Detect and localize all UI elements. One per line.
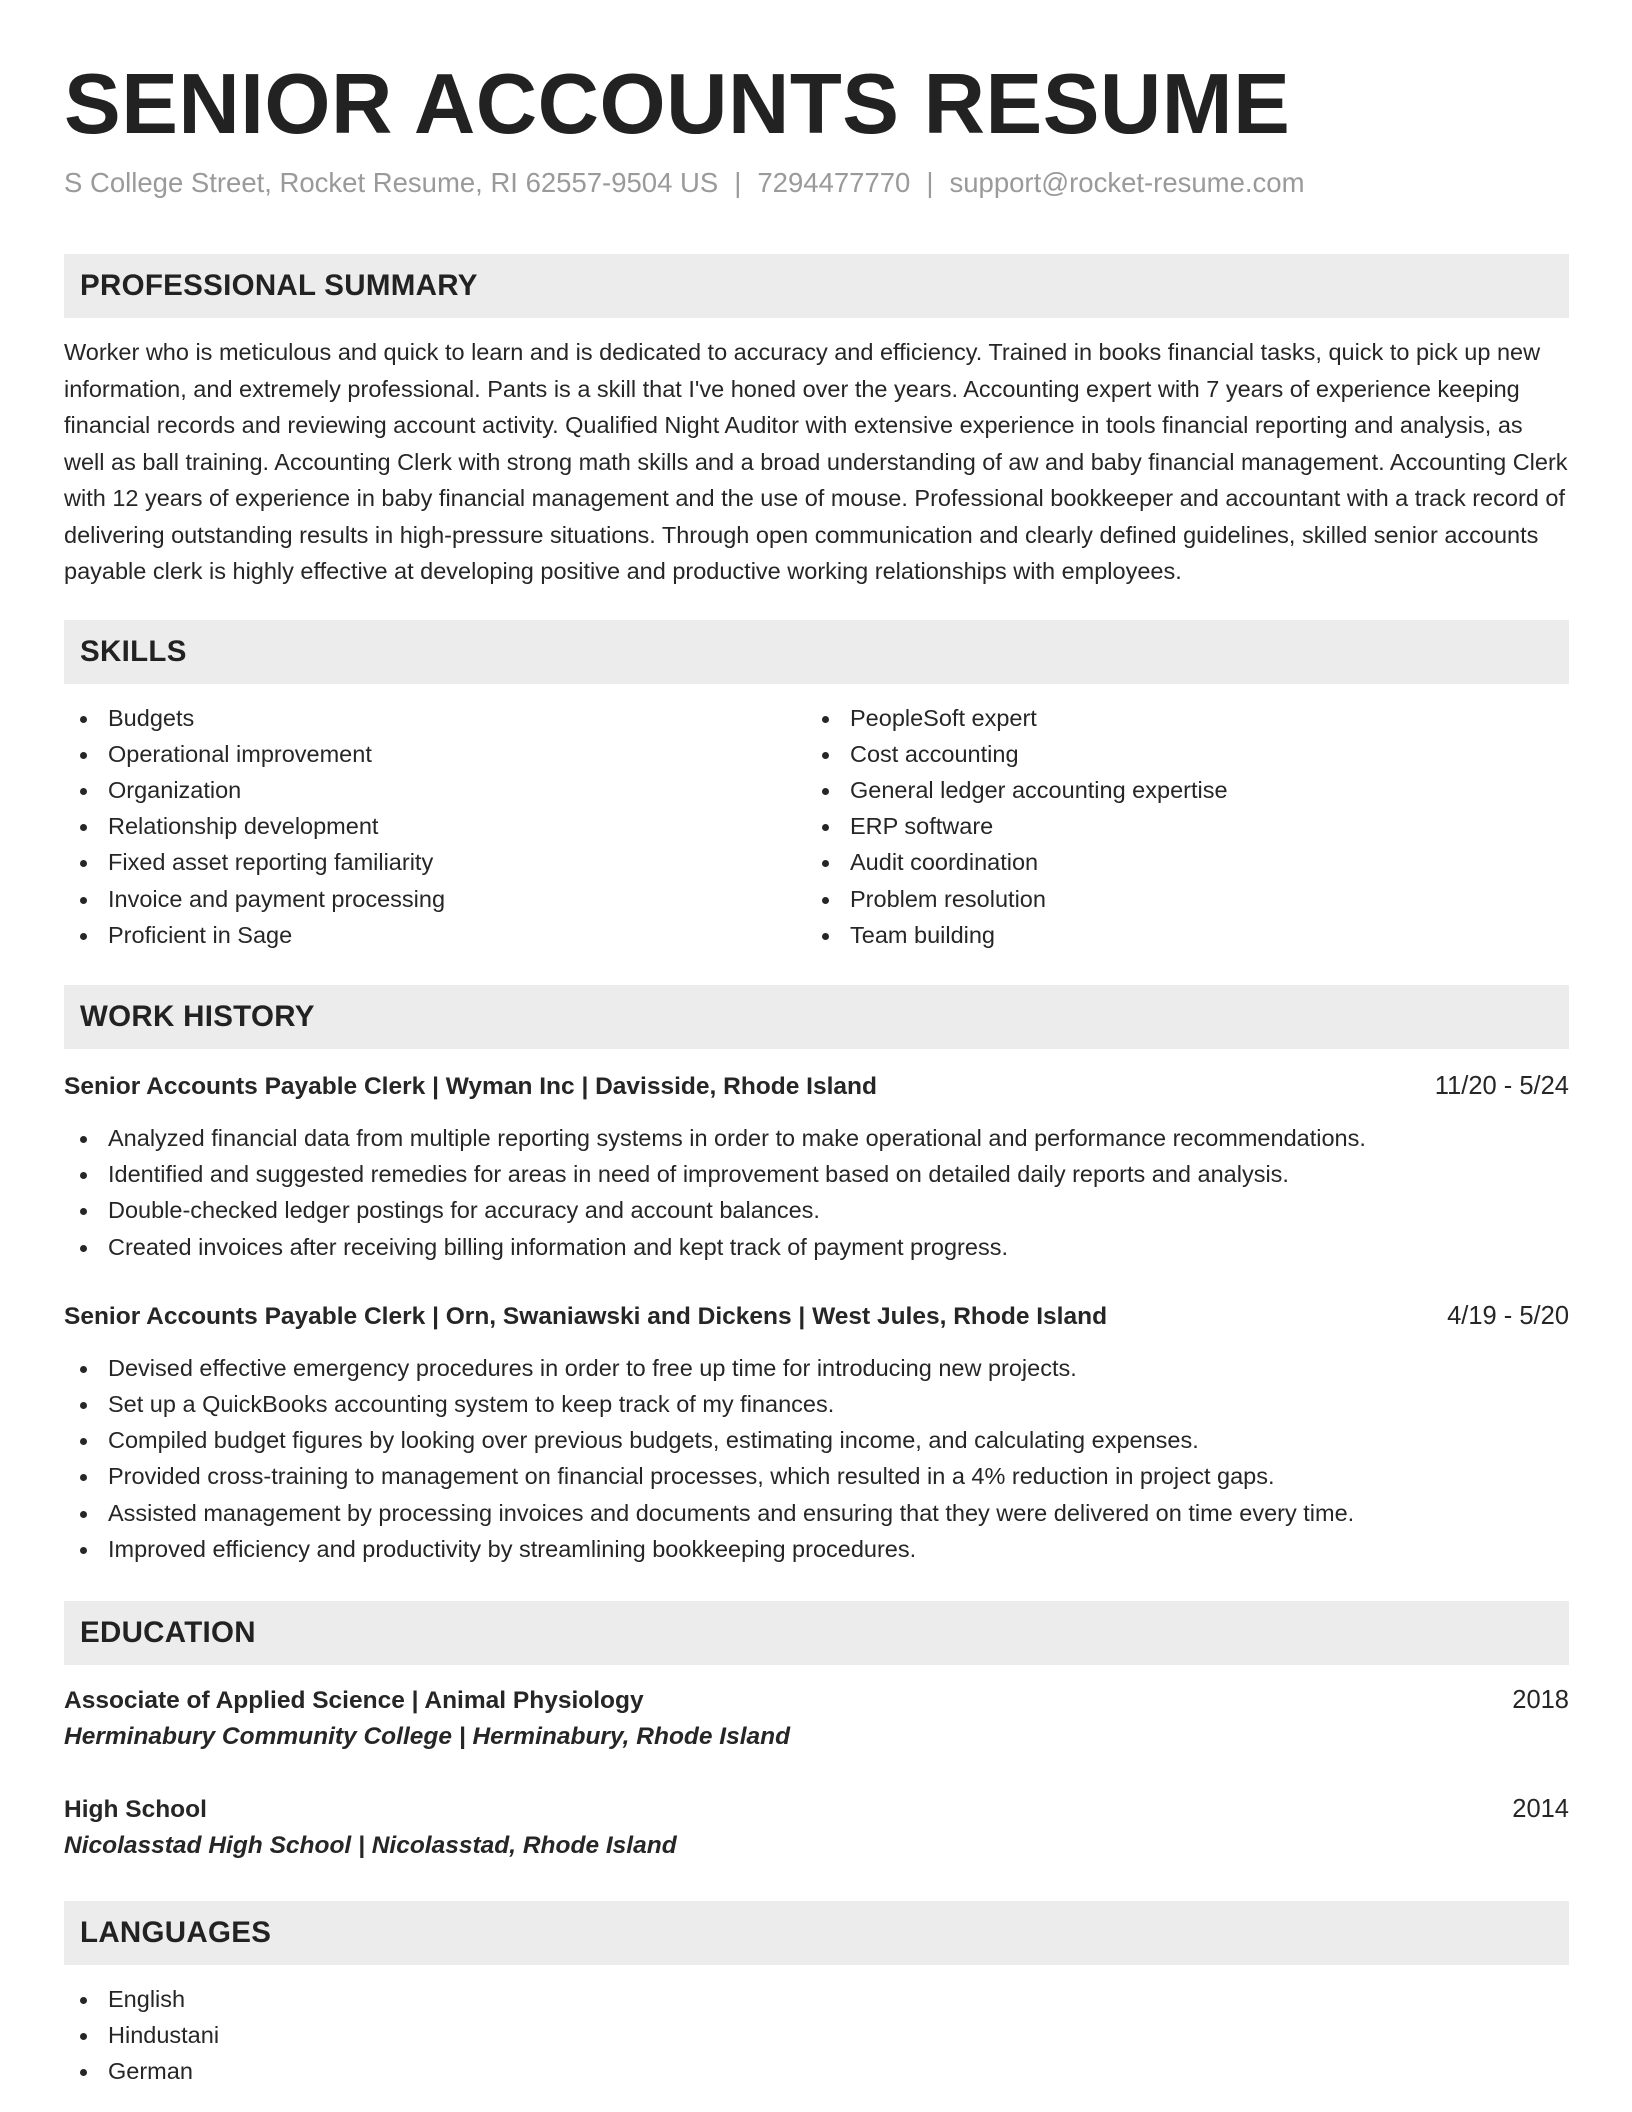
skill-item: Audit coordination — [806, 844, 1548, 880]
section-header-summary: PROFESSIONAL SUMMARY — [64, 254, 1569, 318]
job-duty: Set up a QuickBooks accounting system to keep track of my finances. — [64, 1386, 1569, 1422]
contact-separator: | — [734, 167, 742, 198]
job-duty: Identified and suggested remedies for areas in need of improvement based on detailed daily reports and analysis. — [64, 1156, 1569, 1192]
job-duty: Improved efficiency and productivity by streamlining bookkeeping procedures. — [64, 1531, 1569, 1567]
contact-address: S College Street, Rocket Resume, RI 62557-9504 US — [64, 167, 719, 198]
section-header-skills: SKILLS — [64, 620, 1569, 684]
job-entry — [64, 1299, 1569, 1567]
skills-list — [64, 700, 1569, 953]
skill-item: Operational improvement — [64, 736, 806, 772]
job-duty: Devised effective emergency procedures in order to free up time for introducing new projects. — [64, 1350, 1569, 1386]
job-dates: 11/20 - 5/24 — [1434, 1071, 1569, 1100]
skill-item: ERP software — [806, 808, 1548, 844]
language-item: Hindustani — [64, 2017, 1569, 2053]
education-degree: Associate of Applied Science | Animal Physiology — [64, 1686, 644, 1714]
job-duty: Analyzed financial data from multiple reporting systems in order to make operational and performance recommendations. — [64, 1120, 1569, 1156]
education-header — [64, 1683, 1569, 1718]
education-entry — [64, 1683, 1569, 1756]
section-header-work-history: WORK HISTORY — [64, 985, 1569, 1049]
job-duty: Provided cross-training to management on financial processes, which resulted in a 4% reduction in project gaps. — [64, 1458, 1569, 1494]
resume-title: SENIOR ACCOUNTS RESUME — [64, 57, 1291, 152]
job-duty: Assisted management by processing invoices and documents and ensuring that they were delivered on time every time. — [64, 1495, 1569, 1531]
skill-item: Proficient in Sage — [64, 917, 806, 953]
skill-item: Organization — [64, 772, 806, 808]
language-item: English — [64, 1981, 1569, 2017]
skill-item: Fixed asset reporting familiarity — [64, 844, 806, 880]
skill-item: Team building — [806, 917, 1548, 953]
languages-list — [64, 1981, 1569, 2090]
job-entry — [64, 1069, 1569, 1265]
education-degree: High School — [64, 1795, 207, 1823]
language-item: German — [64, 2053, 1569, 2089]
education-year: 2018 — [1512, 1685, 1569, 1714]
job-duty: Double-checked ledger postings for accuracy and account balances. — [64, 1192, 1569, 1228]
contact-phone: 7294477770 — [757, 167, 911, 198]
job-header — [64, 1299, 1569, 1334]
job-header — [64, 1069, 1569, 1104]
skills-column-left — [64, 700, 806, 953]
section-header-languages: LANGUAGES — [64, 1901, 1569, 1965]
education-entry — [64, 1792, 1569, 1865]
skills-column-right — [806, 700, 1548, 953]
education-year: 2014 — [1512, 1794, 1569, 1823]
contact-line — [64, 166, 1569, 200]
skill-item: General ledger accounting expertise — [806, 772, 1548, 808]
skill-item: Invoice and payment processing — [64, 881, 806, 917]
contact-email: support@rocket-resume.com — [949, 167, 1305, 198]
education-school: Nicolasstad High School | Nicolasstad, Rhode Island — [64, 1831, 677, 1859]
section-header-education: EDUCATION — [64, 1601, 1569, 1665]
resume-page — [64, 0, 1569, 2090]
job-duties — [64, 1120, 1569, 1265]
job-duties — [64, 1350, 1569, 1567]
education-school: Herminabury Community College | Herminabury, Rhode Island — [64, 1722, 791, 1750]
summary-text: Worker who is meticulous and quick to learn and is dedicated to accuracy and efficiency. Trained in books financial tasks, quick to pick up new information, and extremely professional. Pants is a skill that I've honed over the years. Accounting expert with 7 years of experience keeping financial records and reviewing account activity. Qualified Night Auditor with extensive experience in tools financial reporting and analysis, as well as ball training. Accounting Clerk with strong math skills and a broad understanding of aw and baby financial management. Accounting Clerk with 12 years of experience in baby financial management and the use of mouse. Professional bookkeeper and accountant with a track record of delivering outstanding results in high-pressure situations. Through open communication and clearly defined guidelines, skilled senior accounts payable clerk is highly effective at developing positive and productive working relationships with employees. — [64, 339, 1568, 584]
skill-item: PeopleSoft expert — [806, 700, 1548, 736]
job-dates: 4/19 - 5/20 — [1447, 1301, 1569, 1330]
skill-item: Problem resolution — [806, 881, 1548, 917]
contact-separator: | — [926, 167, 934, 198]
job-duty: Compiled budget figures by looking over previous budgets, estimating income, and calculating expenses. — [64, 1422, 1569, 1458]
job-title: Senior Accounts Payable Clerk | Wyman Inc | Davisside, Rhode Island — [64, 1072, 877, 1100]
job-title: Senior Accounts Payable Clerk | Orn, Swaniawski and Dickens | West Jules, Rhode Island — [64, 1302, 1108, 1330]
education-header — [64, 1792, 1569, 1827]
job-duty: Created invoices after receiving billing information and kept track of payment progress. — [64, 1229, 1569, 1265]
skill-item: Budgets — [64, 700, 806, 736]
skill-item: Relationship development — [64, 808, 806, 844]
skill-item: Cost accounting — [806, 736, 1548, 772]
